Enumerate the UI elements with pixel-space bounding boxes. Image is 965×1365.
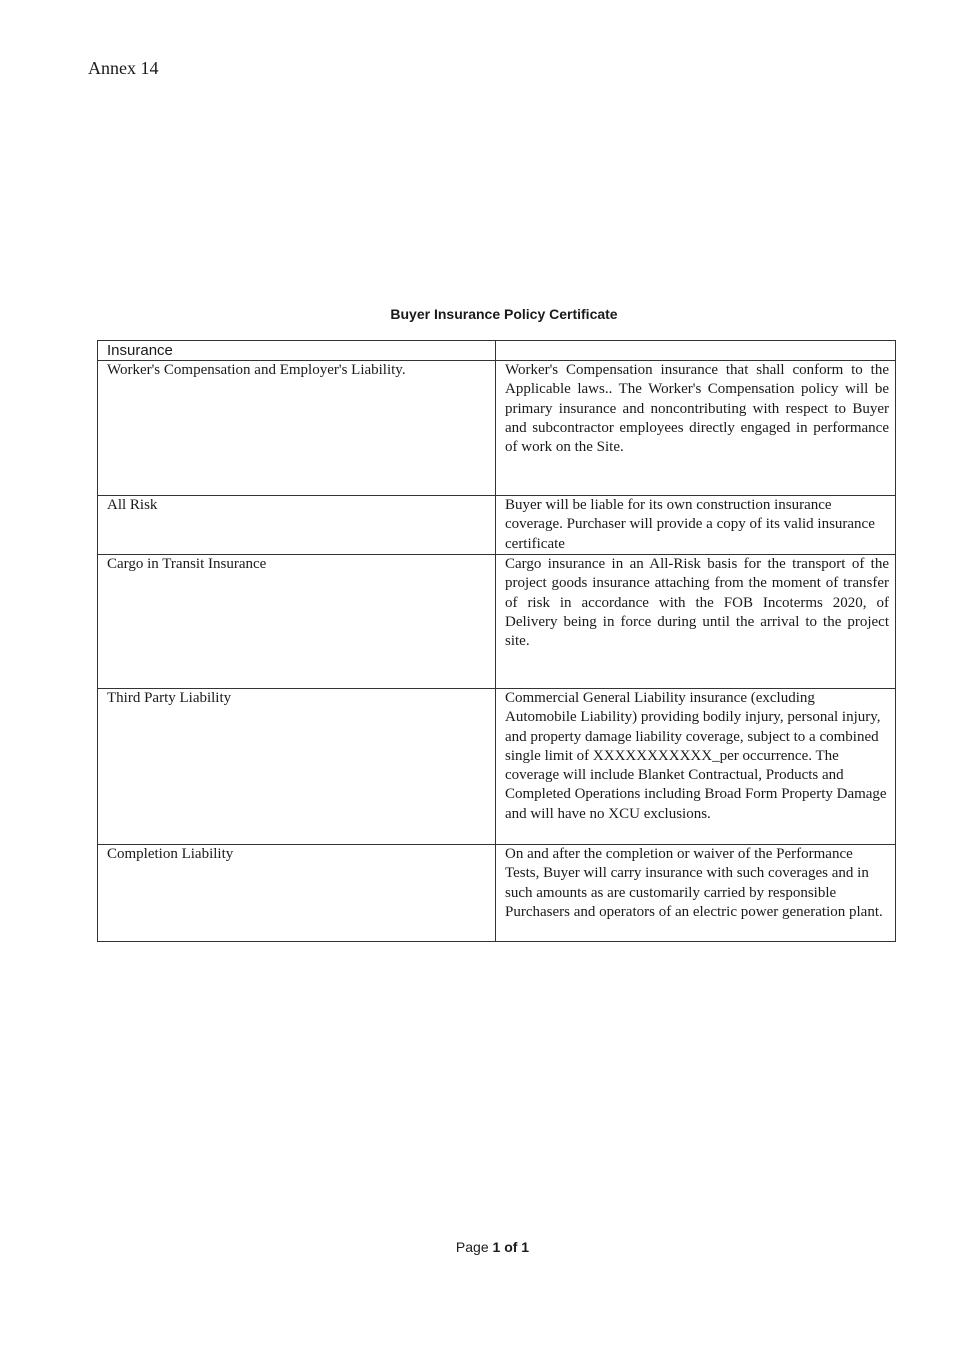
table-row (98, 496, 896, 555)
insurance-type: Third Party Liability (98, 689, 496, 845)
insurance-description: Buyer will be liable for its own construction insurance coverage. Purchaser will provide a copy of its valid insurance certificate (496, 496, 896, 555)
page-number (0, 1239, 965, 1255)
insurance-type: All Risk (98, 496, 496, 555)
annex-label: Annex 14 (88, 58, 159, 78)
insurance-description: Cargo insurance in an All-Risk basis for the transport of the project goods insurance attaching from the moment of transfer of risk in accordance with the FOB Incoterms 2020, of Delivery being in force during until the arrival to the project site. (496, 555, 896, 689)
insurance-type: Completion Liability (98, 845, 496, 942)
page-word: Page (455, 1239, 489, 1255)
insurance-type: Cargo in Transit Insurance (98, 555, 496, 689)
document-title: Buyer Insurance Policy Certificate (390, 306, 618, 322)
total-pages: 1 (521, 1239, 530, 1255)
table-row (98, 361, 896, 496)
of-word: of (504, 1239, 518, 1255)
table-header-row (98, 341, 896, 361)
header-insurance: Insurance (98, 341, 496, 361)
insurance-description: On and after the completion or waiver of the Performance Tests, Buyer will carry insurance with such coverages and in such amounts as are customarily carried by responsible Purchasers and operators of an electric power generation plant. (496, 845, 896, 942)
insurance-table (97, 340, 896, 942)
current-page: 1 (492, 1239, 501, 1255)
insurance-description: Commercial General Liability insurance (excluding Automobile Liability) providing bodily injury, personal injury, and property damage liability coverage, subject to a combined single limit of XXXXXXXXXXX_per occurrence. The coverage will include Blanket Contractual, Products and Completed Operations including Broad Form Property Damage and will have no XCU exclusions. (496, 689, 896, 845)
insurance-description: Worker's Compensation insurance that shall conform to the Applicable laws.. The Worker's Compensation policy will be primary insurance and noncontributing with respect to Buyer and subcontractor employees directly engaged in performance of work on the Site. (496, 361, 896, 496)
insurance-type: Worker's Compensation and Employer's Liability. (98, 361, 496, 496)
table-row (98, 689, 896, 845)
table-row (98, 845, 896, 942)
table-row (98, 555, 896, 689)
header-description (496, 341, 896, 361)
